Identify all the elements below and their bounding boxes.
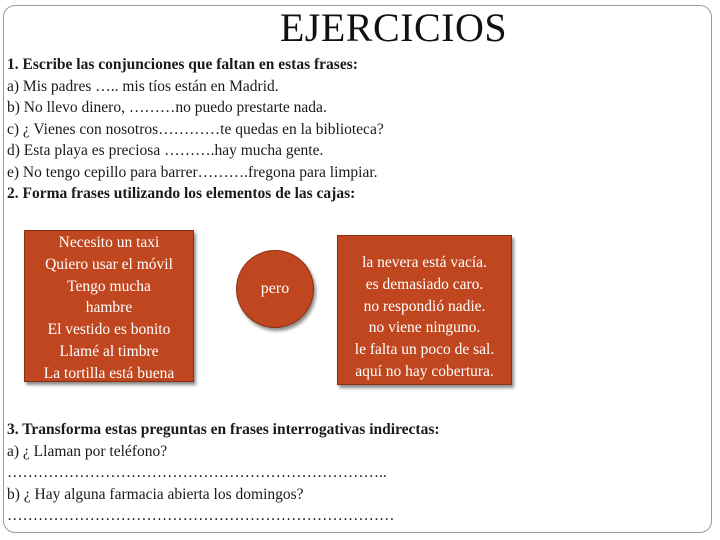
exercise-1-item-c: c) ¿ Vienes con nosotros…………te quedas en la biblioteca? bbox=[7, 120, 384, 138]
left-phrase: Tengo mucha bbox=[67, 277, 151, 295]
right-phrase-box bbox=[337, 235, 512, 385]
right-phrase: aquí no hay cobertura. bbox=[355, 362, 494, 380]
exercise-2-heading: 2. Forma frases utilizando los elementos de las cajas: bbox=[7, 185, 356, 202]
connector-label: pero bbox=[260, 280, 290, 297]
connector-circle bbox=[236, 250, 314, 328]
right-phrase: es demasiado caro. bbox=[365, 275, 484, 293]
exercise-1-heading: 1. Escribe las conjunciones que faltan en estas frases: bbox=[7, 56, 358, 73]
right-phrase: no respondió nadie. bbox=[363, 297, 486, 315]
left-phrase: Llamé al timbre bbox=[59, 342, 159, 360]
exercise-1 bbox=[7, 54, 384, 205]
exercise-3-heading: 3. Transforma estas preguntas en frases interrogativas indirectas: bbox=[7, 421, 440, 438]
page-title: EJERCICIOS bbox=[279, 5, 508, 50]
right-phrase: no viene ninguno. bbox=[368, 319, 481, 337]
left-phrase: Necesito un taxi bbox=[58, 234, 160, 251]
left-phrase: La tortilla está buena bbox=[43, 364, 175, 382]
left-phrase: hambre bbox=[85, 299, 133, 317]
left-phrase-box bbox=[24, 230, 194, 382]
exercise-1-item-a: a) Mis padres ….. mis tíos están en Madrid. bbox=[7, 77, 279, 95]
exercise-3 bbox=[7, 419, 440, 527]
exercise-1-item-b: b) No llevo dinero, ………no puedo prestarte nada. bbox=[7, 99, 327, 116]
exercise-3-question-a: a) ¿ Llaman por teléfono? bbox=[7, 442, 168, 460]
left-phrase: El vestido es bonito bbox=[47, 321, 171, 339]
answer-blank-b: ………………………………………………………………… bbox=[7, 507, 395, 524]
exercise-1-item-d: d) Esta playa es preciosa ……….hay mucha gente. bbox=[7, 142, 324, 159]
left-phrase: Quiero usar el móvil bbox=[45, 255, 173, 273]
exercise-3-question-b: b) ¿ Hay alguna farmacia abierta los domingos? bbox=[7, 485, 304, 503]
right-phrase: la nevera está vacía. bbox=[362, 254, 487, 271]
exercise-1-item-e: e) No tengo cepillo para barrer……….fregona para limpiar. bbox=[7, 163, 378, 181]
right-phrase: le falta un poco de sal. bbox=[354, 341, 495, 359]
answer-blank-a: ……………………………………………………………….. bbox=[7, 464, 387, 481]
